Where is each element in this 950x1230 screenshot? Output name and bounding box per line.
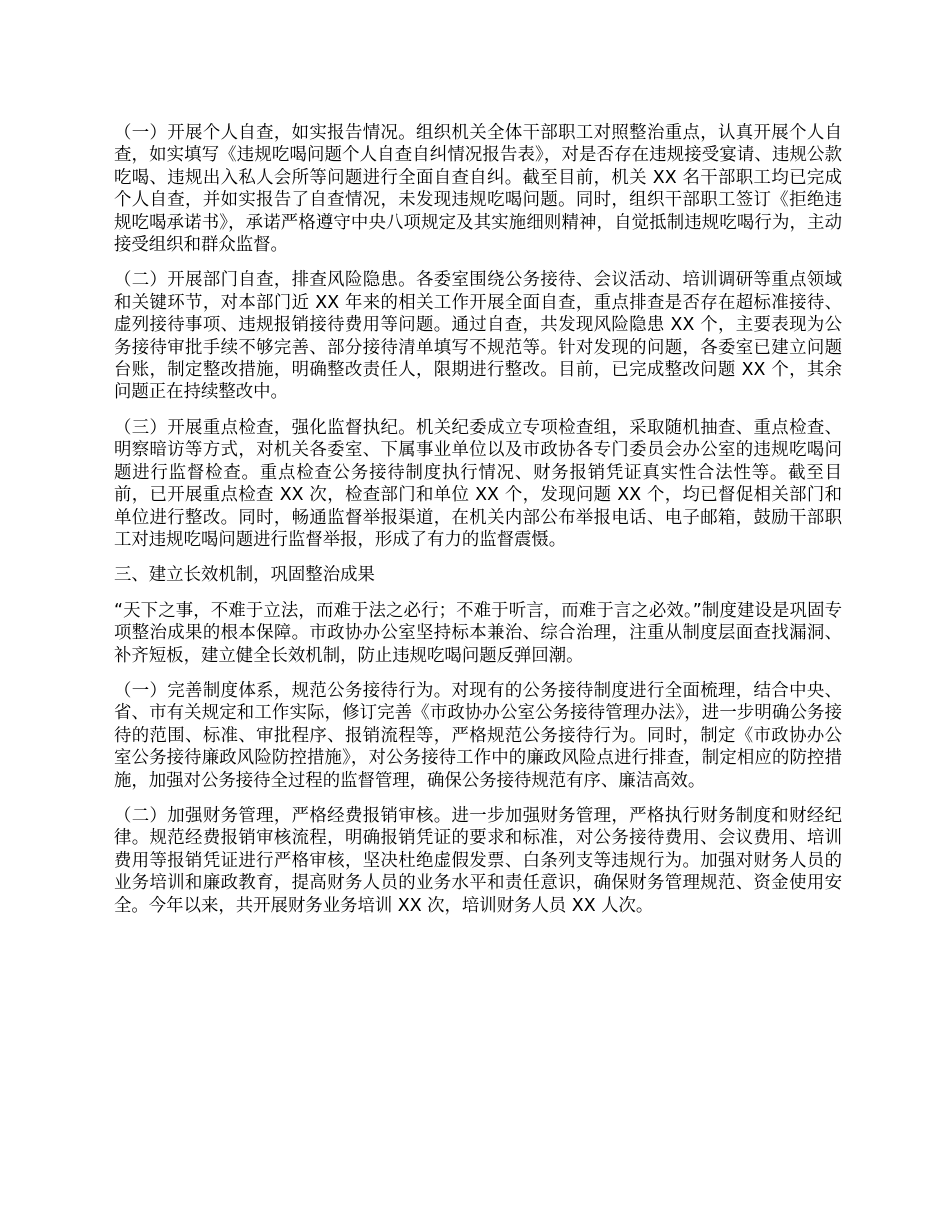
paragraph-improve-system: （一）完善制度体系，规范公务接待行为。对现有的公务接待制度进行全面梳理，结合中央、省、市有关规定和工作实际，修订完善《市政协办公室公务接待管理办法》，进一步明确公务接待的范围、标准、审批程序、报销流程等，严格规范公务接待行为。同时，制定《市政协办公室公务接待廉政风险防控措施》，对公务接待工作中的廉政风险点进行排查，制定相应的防控措施，加强对公务接待全过程的监督管理，确保公务接待规范有序、廉洁高效。: [114, 680, 842, 791]
section-heading-long-term-mechanism: 三、建立长效机制，巩固整治成果: [114, 565, 375, 586]
paragraph-department-self-check: （二）开展部门自查，排查风险隐患。各委室围绕公务接待、会议活动、培训调研等重点领域和关键环节，对本部门近 XX 年来的相关工作开展全面自查，重点排查是否存在超标准接待、虚列接待事项、违规报销接待费用等问题。通过自查，共发现风险隐患 XX 个，主要表现为公务接待审批手续不够完善、部分接待清单填写不规范等。针对发现的问题，各委室已建立问题台账，制定整改措施，明确整改责任人，限期进行整改。目前，已完成整改问题 XX 个，其余问题正在持续整改中。: [114, 270, 842, 403]
paragraph-financial-management: （二）加强财务管理，严格经费报销审核。进一步加强财务管理，严格执行财务制度和财经纪律。规范经费报销审核流程，明确报销凭证的要求和标准，对公务接待费用、会议费用、培训费用等报销凭证进行严格审核，坚决杜绝虚假发票、白条列支等违规行为。加强对财务人员的业务培训和廉政教育，提高财务人员的业务水平和责任意识，确保财务管理规范、资金使用安全。今年以来，共开展财务业务培训 XX 次，培训财务人员 XX 人次。: [114, 805, 842, 916]
paragraph-key-inspection: （三）开展重点检查，强化监督执纪。机关纪委成立专项检查组，采取随机抽查、重点检查、明察暗访等方式，对机关各委室、下属事业单位以及市政协各专门委员会办公室的违规吃喝问题进行监督检查。重点检查公务接待制度执行情况、财务报销凭证真实性合法性等。截至目前，已开展重点检查 XX 次，检查部门和单位 XX 个，发现问题 XX 个，均已督促相关部门和单位进行整改。同时，畅通监督举报渠道，在机关内部公布举报电话、电子邮箱，鼓励干部职工对违规吃喝问题进行监督举报，形成了有力的监督震慑。: [114, 417, 842, 550]
document-body: [114, 122, 842, 930]
paragraph-quote-intro: “天下之事，不难于立法，而难于法之必行；不难于听言，而难于言之必效。”制度建设是巩固专项整治成果的根本保障。市政协办公室坚持标本兼治、综合治理，注重从制度层面查找漏洞、补齐短板，建立健全长效机制，防止违规吃喝问题反弹回潮。: [114, 600, 842, 666]
paragraph-personal-self-check: （一）开展个人自查，如实报告情况。组织机关全体干部职工对照整治重点，认真开展个人自查，如实填写《违规吃喝问题个人自查自纠情况报告表》，对是否存在违规接受宴请、违规公款吃喝、违规出入私人会所等问题进行全面自查自纠。截至目前，机关 XX 名干部职工均已完成个人自查，并如实报告了自查情况，未发现违规吃喝问题。同时，组织干部职工签订《拒绝违规吃喝承诺书》，承诺严格遵守中央八项规定及其实施细则精神，自觉抵制违规吃喝行为，主动接受组织和群众监督。: [114, 123, 842, 256]
